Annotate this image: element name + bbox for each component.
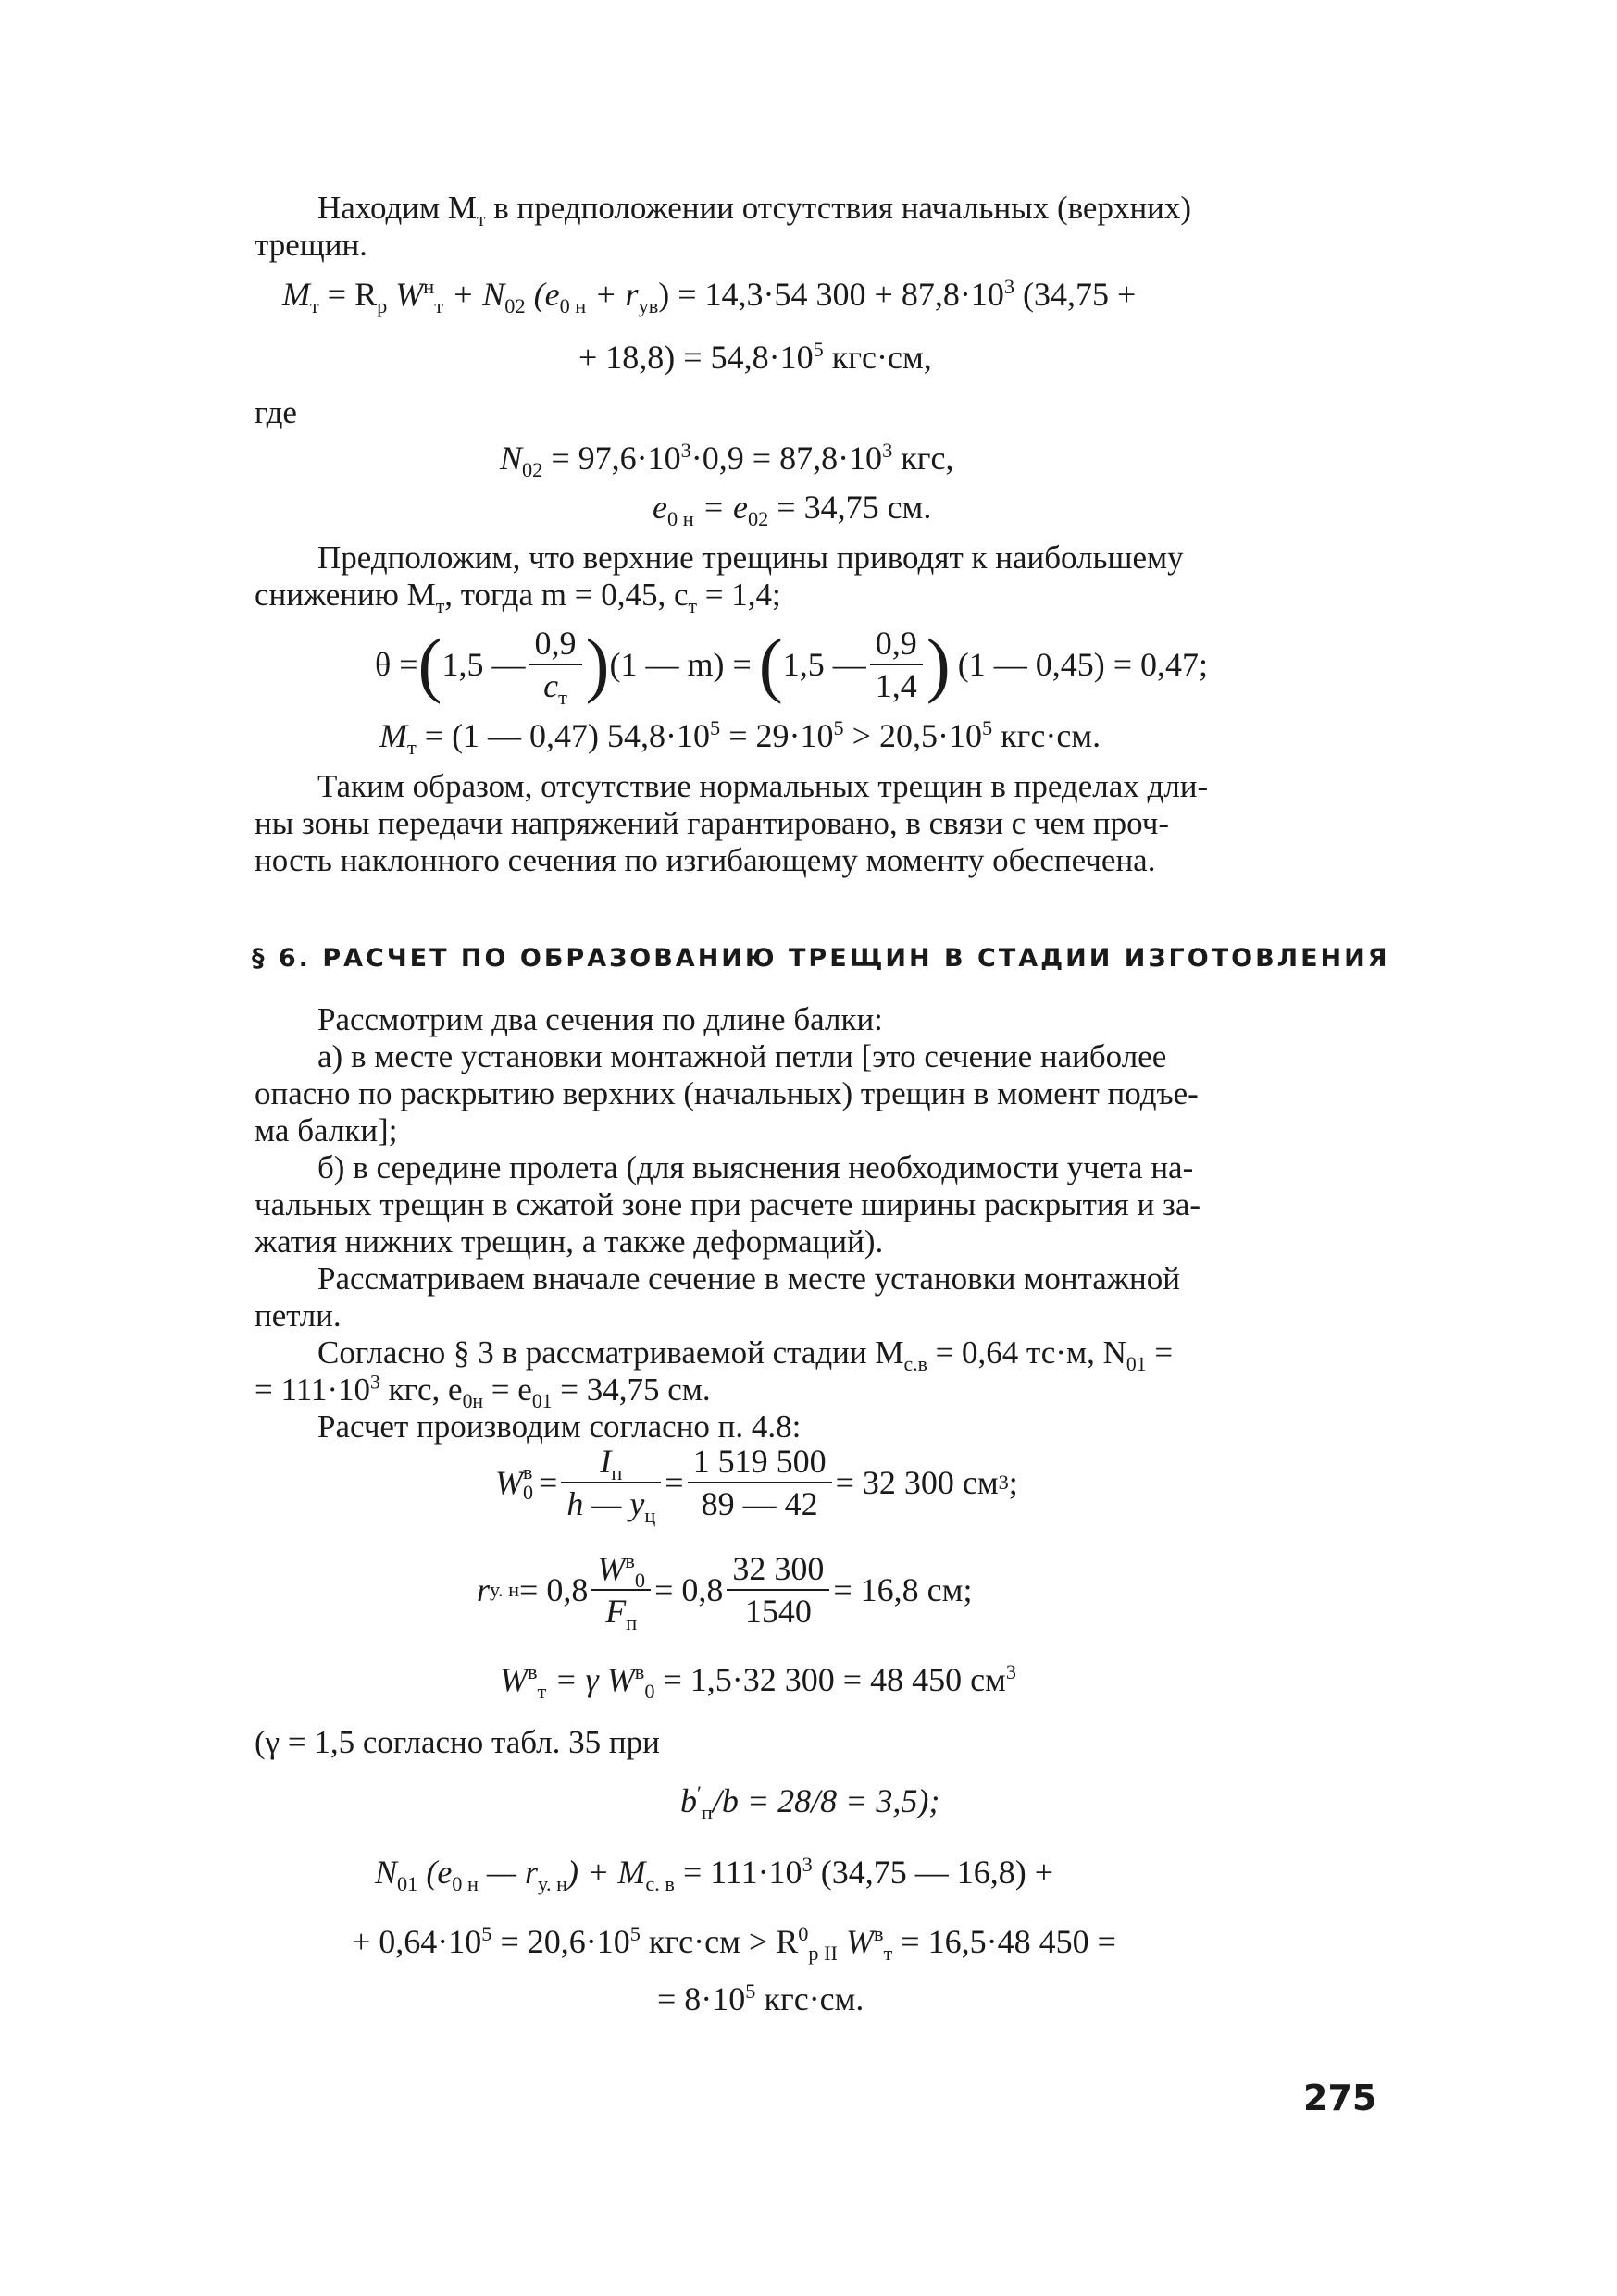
eq2-part: кгс,	[892, 440, 954, 477]
para4-line: жатия нижних трещин, а также деформаций).	[255, 1223, 884, 1260]
fraction	[561, 1443, 661, 1528]
para4-line: Рассмотрим два сечения по длине балки:	[317, 1001, 883, 1037]
para2-part: = 1,4;	[697, 577, 781, 613]
eq10-sup: 0	[798, 1922, 809, 1945]
eq3-sub: 0 н	[666, 507, 694, 531]
eq5-sup: 5	[981, 716, 993, 739]
para2-sub: т	[435, 595, 445, 617]
para4-line: ма балки];	[255, 1112, 398, 1148]
eq3-part: = e	[693, 489, 748, 526]
eq2-part: ·0,9 = 87,8·10	[690, 440, 883, 477]
eq9-part: /b = 28/8 = 3,5);	[712, 1782, 940, 1819]
intro-line2: трещин.	[255, 227, 367, 263]
para4-part: = 34,75 см.	[552, 1371, 711, 1408]
equation-3	[653, 489, 932, 531]
eq7-part: = 0,8	[519, 1571, 589, 1608]
right-paren: )	[585, 624, 610, 704]
eq10-part: кгс·см.	[755, 1980, 864, 2017]
eq8-part: = γ W	[546, 1661, 635, 1698]
eq10-sub: с. в	[645, 1872, 675, 1896]
eq8-part: = 1,5·32 300 = 48 450 см	[654, 1661, 1006, 1698]
equation-1	[282, 275, 1137, 318]
intro-text: Находим M	[317, 190, 478, 226]
theta-part: (1 — 0,45) = 0,47;	[957, 646, 1209, 683]
equation-w0: W в 0 = $\frac{I_п}{h — y_ц}$ = $\frac{1 519 500}{89 — 42}$ = 32 300 см 3 ;	[495, 1443, 1018, 1528]
equation-2	[500, 439, 954, 482]
eq10-part: + 0,64·10	[352, 1923, 482, 1960]
eq2-sup: 3	[680, 439, 691, 462]
fraction	[870, 627, 923, 702]
left-paren: (	[758, 624, 783, 704]
eq10-part: (34,75 — 16,8) +	[812, 1854, 1053, 1891]
fraction	[529, 625, 582, 710]
num-sup: в	[625, 1549, 635, 1572]
eq10-sup: 5	[481, 1922, 492, 1945]
eq5-sub: т	[407, 736, 417, 760]
gamma-note: (γ = 1,5 согласно табл. 35 при	[255, 1724, 660, 1760]
eq1-sub: ув	[638, 294, 659, 318]
eq1-sup: 3	[1003, 275, 1014, 298]
theta-part: (1 — m) =	[609, 646, 752, 683]
fraction-denominator: 1,4	[875, 667, 917, 704]
fraction-numerator: 32 300	[727, 1552, 829, 1591]
eq10-sub: 0 н	[452, 1872, 479, 1896]
equation-r: r у. н = 0,8 $\frac{W^в_0}{F_п}$ = 0,8 $\frac{32 300}{1540}$ = 16,8 см;	[477, 1549, 973, 1635]
den-symbol: c	[543, 667, 559, 704]
para4-line: опасно по раскрытию верхних (начальных) трещин в момент подъе-	[255, 1075, 1199, 1111]
eq1-part: = R	[318, 276, 378, 313]
den-symbol: h — y	[566, 1485, 645, 1522]
den-sub: ц	[644, 1504, 656, 1528]
eq1-sub: т	[310, 294, 319, 318]
den-sub: п	[626, 1611, 638, 1635]
eq8-sup: в	[528, 1660, 538, 1683]
eq3-symbol: e	[653, 489, 667, 526]
eq9-sup: ′	[697, 1781, 702, 1805]
equation-bp	[680, 1781, 940, 1825]
para4-sub: 01	[531, 1390, 553, 1412]
eq10-sub: 01	[397, 1872, 418, 1896]
where-label: где	[255, 394, 297, 430]
para2-part: , тогда m = 0,45, c	[444, 577, 689, 613]
num-symbol: W	[597, 1550, 626, 1587]
fraction	[591, 1549, 651, 1635]
eq1-sub: р	[377, 294, 388, 318]
para4-part: = e	[483, 1371, 532, 1408]
eq10-sub: т	[883, 1942, 893, 1966]
den-symbol: F	[605, 1593, 627, 1630]
equation-10-line3	[657, 1982, 864, 2016]
w-sup: в	[523, 1460, 533, 1483]
para4-line: петли.	[255, 1297, 342, 1334]
equation-theta	[375, 618, 1208, 711]
num-symbol: I	[600, 1443, 612, 1480]
eq10-part: ) + M	[567, 1854, 646, 1891]
eq10-part: — r	[478, 1854, 539, 1891]
eq5-sup: 5	[710, 716, 721, 739]
eq5-part: = (1 — 0,47) 54,8·10	[416, 717, 711, 754]
num-sub: 0	[634, 1569, 646, 1593]
para4-sub: с.в	[903, 1353, 927, 1375]
para4-part: кгс, e	[379, 1371, 463, 1408]
fraction-numerator	[591, 1549, 651, 1593]
eq9-symbol: b	[680, 1782, 697, 1819]
equation-1-continuation	[578, 338, 932, 376]
para3-line2: ны зоны передачи напряжений гарантировано, в связи с чем проч-	[255, 805, 1169, 841]
eq8-sub: т	[537, 1680, 547, 1704]
eq2-sub: 02	[522, 458, 543, 482]
equation-wt	[500, 1660, 1016, 1704]
eq7-part: = 0,8	[654, 1571, 724, 1608]
theta-part: 1,5 —	[782, 646, 866, 683]
fraction-denominator	[529, 665, 582, 710]
eq10-part: кгс·см > R	[640, 1923, 799, 1960]
eq1-cont: + 18,8) = 54,8·10	[578, 339, 814, 376]
eq6-result: = 32 300 см	[835, 1464, 999, 1501]
eq5-sup: 5	[833, 716, 844, 739]
para4-line: Расчет производим согласно п. 4.8:	[317, 1409, 802, 1445]
eq8-sup: в	[634, 1660, 645, 1683]
page-number: 275	[1303, 2078, 1377, 2118]
eq5-part: > 20,5·10	[843, 717, 982, 754]
eq1-part: + r	[586, 276, 639, 313]
num-sub: п	[611, 1461, 623, 1485]
para4-part: = 0,64 тс·м, N	[927, 1334, 1126, 1371]
fraction-numerator	[561, 1445, 661, 1483]
eq10-part: (e	[417, 1854, 453, 1891]
eq10-sup: 5	[745, 1980, 756, 2003]
para4-sup: 3	[370, 1371, 380, 1394]
para4-line: Рассматриваем вначале сечение в месте установки монтажной	[317, 1260, 1180, 1297]
para4-line: а) в месте установки монтажной петли [это сечение наиболее	[317, 1038, 1167, 1074]
para2-line2: снижению M	[255, 577, 436, 613]
para3-line1: Таким образом, отсутствие нормальных трещин в пределах дли-	[317, 768, 1209, 804]
para3-line3: ность наклонного сечения по изгибающему моменту обеспечена.	[255, 842, 1156, 878]
eq8-symbol: W	[500, 1661, 528, 1698]
r-symbol: r	[477, 1571, 491, 1608]
eq10-part: = 111·10	[674, 1854, 802, 1891]
eq10-sub: р II	[808, 1942, 838, 1966]
para4-sub: 01	[1126, 1353, 1147, 1375]
eq10-sup: в	[873, 1922, 884, 1945]
eq9-sub: п	[701, 1801, 713, 1825]
intro-sub: т	[477, 208, 486, 230]
eq1-sup: 5	[813, 338, 824, 361]
eq1-part: (e	[525, 276, 560, 313]
eq10-symbol: N	[375, 1854, 398, 1891]
para4-line: = 111·10	[255, 1371, 371, 1408]
fraction-denominator	[591, 1591, 651, 1635]
eq1-sub: т	[434, 294, 443, 318]
equation-10-line2	[352, 1922, 1116, 1966]
fraction	[688, 1445, 832, 1520]
intro-text-rest: в предположении отсутствия начальных (верхних)	[485, 190, 1192, 226]
sections-paragraph	[255, 1001, 1351, 1446]
eq1-part: (34,75 +	[1014, 276, 1137, 313]
eq1-sup: н	[423, 275, 435, 298]
left-paren: (	[417, 624, 442, 704]
para4-line: чальных трещин в сжатой зоне при расчете ширины раскрытия и за-	[255, 1186, 1201, 1222]
intro-paragraph	[255, 190, 1351, 264]
conclusion-paragraph	[255, 768, 1351, 879]
eq2-part: = 97,6·10	[542, 440, 681, 477]
eq1-part: ) = 14,3·54 300 + 87,8·10	[658, 276, 1004, 313]
eq10-sup: 5	[629, 1922, 641, 1945]
eq8-sup: 3	[1005, 1660, 1016, 1683]
eq6-end: ;	[1008, 1464, 1018, 1501]
assumption-paragraph	[255, 540, 1351, 617]
eq10-sup: 3	[802, 1853, 813, 1876]
para4-line: б) в середине пролета (для выяснения необходимости учета на-	[317, 1149, 1194, 1185]
para2-sub: т	[688, 595, 697, 617]
eq10-part: = 20,6·10	[491, 1923, 630, 1960]
para4-line: Согласно § 3 в рассматриваемой стадии M	[317, 1334, 904, 1371]
eq5-symbol: M	[379, 717, 407, 754]
eq7-part: = 16,8 см;	[833, 1571, 973, 1608]
para2-line1: Предположим, что верхние трещины приводят к наибольшему	[317, 540, 1184, 576]
eq2-symbol: N	[500, 440, 523, 477]
fraction-numerator: 0,9	[870, 627, 923, 665]
eq10-part: = 8·10	[657, 1980, 746, 2017]
section-heading: § 6. РАСЧЕТ ПО ОБРАЗОВАНИЮ ТРЕЩИН В СТАДИИ ИЗГОТОВЛЕНИЯ	[252, 944, 1390, 973]
eq3-part: = 34,75 см.	[768, 489, 932, 526]
eq1-sub: 0 н	[559, 294, 587, 318]
right-paren: )	[926, 624, 951, 704]
eq5-part: кгс·см.	[992, 717, 1101, 754]
eq1-sub: 02	[504, 294, 526, 318]
theta-symbol: θ =	[375, 646, 418, 683]
fraction-numerator: 0,9	[529, 627, 582, 665]
fraction-denominator: 1540	[744, 1593, 812, 1630]
eq5-part: = 29·10	[720, 717, 834, 754]
theta-part: 1,5 —	[442, 646, 526, 683]
equation-10	[375, 1853, 1053, 1896]
fraction-denominator: 89 — 42	[701, 1485, 818, 1522]
eq1-part: + N	[442, 276, 505, 313]
w-symbol: W	[495, 1464, 523, 1501]
fraction	[727, 1552, 829, 1628]
eq1-part: W	[387, 276, 424, 313]
eq10-part: W	[837, 1923, 874, 1960]
eq8-sub: 0	[644, 1680, 655, 1704]
para4-part: =	[1146, 1334, 1174, 1371]
eq10-sub: у. н	[538, 1872, 568, 1896]
eq1-cont-rest: кгс·см,	[823, 339, 932, 376]
eq10-part: = 16,5·48 450 =	[892, 1923, 1116, 1960]
equation-5	[379, 716, 1101, 760]
eq2-sup: 3	[882, 439, 893, 462]
para4-sub: 0н	[462, 1390, 484, 1412]
eq3-sub: 02	[747, 507, 769, 531]
w-sub: 0	[523, 1481, 533, 1504]
eq1-symbol: M	[282, 276, 310, 313]
fraction-denominator	[561, 1483, 661, 1528]
den-sub: т	[558, 686, 567, 710]
fraction-numerator: 1 519 500	[688, 1445, 832, 1483]
